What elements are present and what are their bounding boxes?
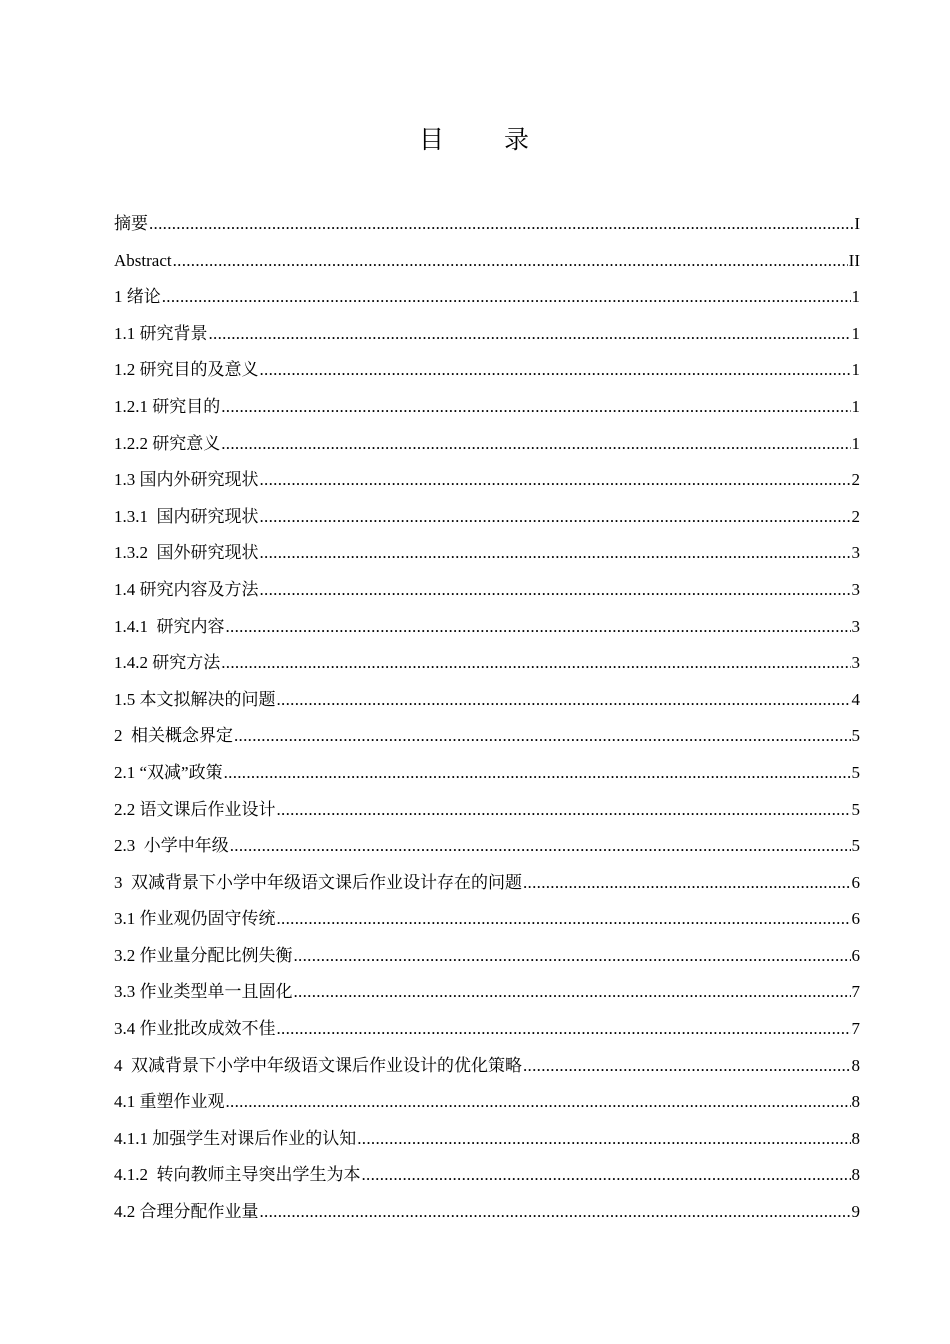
toc-dot-leader [260,499,851,536]
toc-entry-page-number: 2 [851,470,860,490]
toc-entry-label: 4.1 重塑作业观 [114,1092,225,1112]
toc-entry-page-number: 5 [851,762,860,782]
toc-entry-label: 1.2 研究目的及意义 [114,360,259,380]
toc-entry[interactable] [114,1121,860,1158]
toc-entry[interactable] [114,865,860,902]
toc-entry[interactable] [114,682,860,719]
toc-entry-label: 1.1 研究背景 [114,323,208,343]
toc-entry[interactable] [114,828,860,865]
toc-entry-page-number: 1 [851,433,860,453]
toc-entry-page-number: II [848,250,860,270]
toc-entry-label: 3.2 作业量分配比例失衡 [114,945,293,965]
toc-entry-page-number: 6 [851,909,860,929]
toc-entry[interactable] [114,1157,860,1194]
toc-entry-page-number: 1 [851,323,860,343]
toc-entry[interactable] [114,243,860,280]
toc-entry[interactable] [114,389,860,426]
toc-entry-page-number: I [854,214,860,233]
toc-entry-page-number: 5 [851,799,860,819]
toc-entry-page-number: 3 [851,616,860,636]
toc-entry-page-number: 8 [851,1055,860,1075]
toc-dot-leader [523,1048,851,1085]
toc-entry[interactable] [114,206,860,243]
toc-entry-page-number: 3 [851,653,860,673]
toc-dot-leader [523,865,851,902]
toc-entry-label: 1.3 国内外研究现状 [114,470,259,490]
toc-entry[interactable] [114,1011,860,1048]
toc-entry-page-number: 1 [851,396,860,416]
table-of-contents [114,206,860,1231]
toc-dot-leader [260,462,851,499]
toc-entry-label: 4.1.1 加强学生对课后作业的认知 [114,1128,357,1148]
toc-entry[interactable] [114,535,860,572]
toc-dot-leader [277,901,851,938]
toc-heading: 目 录 [419,125,555,154]
toc-entry-label: 1.4 研究内容及方法 [114,579,259,599]
toc-dot-leader [230,828,851,865]
toc-entry[interactable] [114,499,860,536]
toc-dot-leader [277,682,851,719]
toc-dot-leader [234,718,851,755]
toc-entry[interactable] [114,352,860,389]
toc-dot-leader [173,243,848,280]
toc-entry[interactable] [114,1084,860,1121]
toc-dot-leader [294,974,851,1011]
toc-entry-page-number: 7 [851,982,860,1002]
toc-entry-page-number: 8 [851,1128,860,1148]
toc-entry[interactable] [114,609,860,646]
toc-entry-label: 1 绪论 [114,287,161,307]
toc-entry-page-number: 5 [851,836,860,856]
toc-dot-leader [221,389,850,426]
toc-entry[interactable] [114,901,860,938]
toc-entry-label: 1.2.2 研究意义 [114,433,221,453]
toc-dot-leader [260,535,851,572]
toc-entry-label: 2.3 小学中年级 [114,836,229,856]
toc-dot-leader [221,645,850,682]
toc-entry-label: 1.5 本文拟解决的问题 [114,689,276,709]
toc-dot-leader [294,938,851,975]
toc-dot-leader [277,1011,851,1048]
toc-entry[interactable] [114,938,860,975]
toc-dot-leader [260,572,851,609]
toc-dot-leader [226,1084,851,1121]
toc-entry-label: 2.2 语文课后作业设计 [114,799,276,819]
toc-entry-page-number: 7 [851,1019,860,1039]
toc-dot-leader [226,609,851,646]
toc-entry-label: 3.3 作业类型单一且固化 [114,982,293,1002]
toc-entry[interactable] [114,718,860,755]
toc-dot-leader [260,352,851,389]
toc-entry-label: 1.3.2 国外研究现状 [114,543,259,563]
toc-entry[interactable] [114,792,860,829]
toc-entry-page-number: 1 [851,287,860,307]
toc-dot-leader [260,1194,851,1231]
toc-entry-label: 摘要 [114,214,148,233]
toc-dot-leader [209,316,851,353]
toc-entry-label: 3 双减背景下小学中年级语文课后作业设计存在的问题 [114,872,522,892]
toc-entry[interactable] [114,572,860,609]
toc-entry-label: 4.2 合理分配作业量 [114,1202,259,1222]
toc-entry[interactable] [114,645,860,682]
toc-entry[interactable] [114,1048,860,1085]
toc-entry[interactable] [114,462,860,499]
toc-entry[interactable] [114,279,860,316]
toc-entry[interactable] [114,1194,860,1231]
toc-entry-label: 4 双减背景下小学中年级语文课后作业设计的优化策略 [114,1055,522,1075]
toc-entry-page-number: 8 [851,1092,860,1112]
toc-entry-page-number: 5 [851,726,860,746]
toc-entry-label: 2 相关概念界定 [114,726,233,746]
toc-dot-leader [362,1157,851,1194]
toc-entry-label: 1.3.1 国内研究现状 [114,506,259,526]
toc-entry-label: 3.4 作业批改成效不佳 [114,1019,276,1039]
toc-entry-label: 2.1 “双减”政策 [114,762,223,782]
toc-entry[interactable] [114,755,860,792]
toc-entry-page-number: 3 [851,543,860,563]
toc-dot-leader [357,1121,850,1158]
toc-entry-page-number: 6 [851,945,860,965]
toc-dot-leader [149,206,853,243]
toc-entry[interactable] [114,426,860,463]
toc-entry-page-number: 8 [851,1165,860,1185]
toc-entry-label: 1.4.2 研究方法 [114,653,221,673]
toc-entry-label: 4.1.2 转向教师主导突出学生为本 [114,1165,361,1185]
toc-entry[interactable] [114,974,860,1011]
toc-entry-page-number: 3 [851,579,860,599]
toc-dot-leader [221,426,850,463]
toc-dot-leader [162,279,851,316]
toc-entry-label: 3.1 作业观仍固守传统 [114,909,276,929]
toc-entry-page-number: 6 [851,872,860,892]
toc-entry-label: 1.2.1 研究目的 [114,396,221,416]
toc-entry-page-number: 9 [851,1202,860,1222]
toc-dot-leader [277,792,851,829]
toc-dot-leader [224,755,851,792]
toc-entry-page-number: 2 [851,506,860,526]
toc-entry[interactable] [114,316,860,353]
toc-entry-page-number: 1 [851,360,860,380]
toc-entry-page-number: 4 [851,689,860,709]
toc-entry-label: Abstract [114,250,172,270]
toc-entry-label: 1.4.1 研究内容 [114,616,225,636]
